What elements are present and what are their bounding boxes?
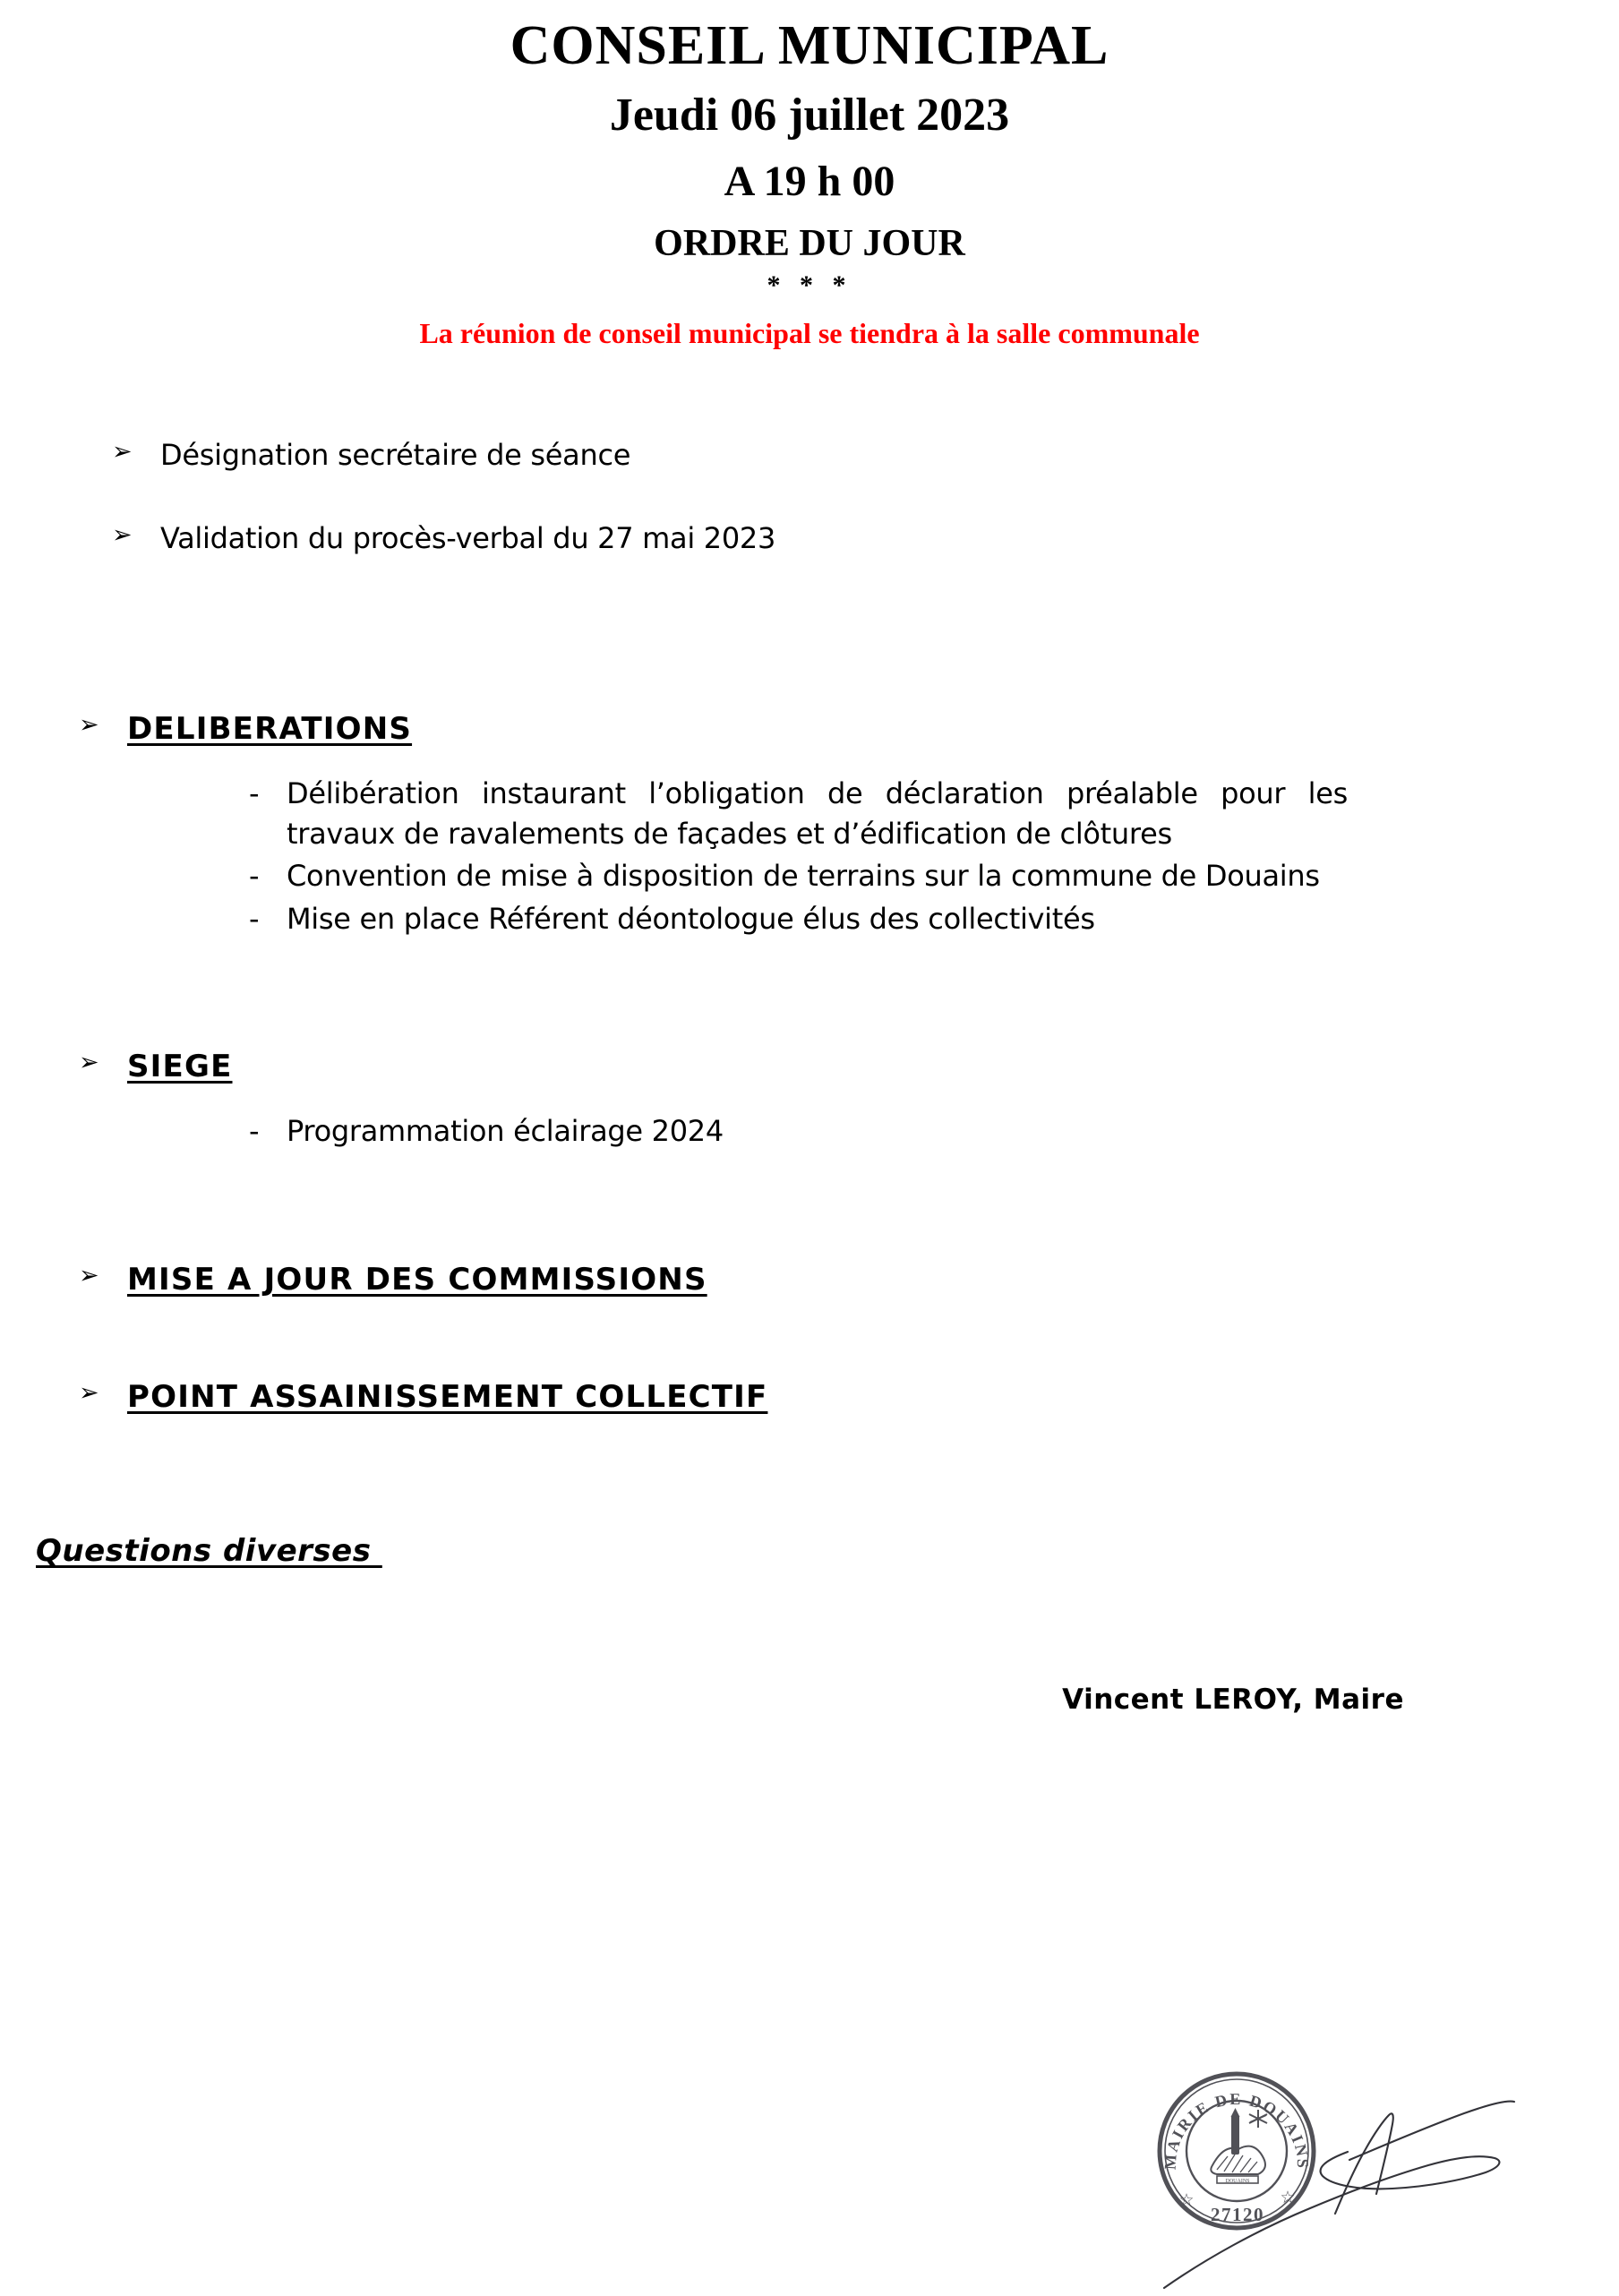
dash-bullet-icon: - <box>249 1114 260 1149</box>
official-stamp-and-signature <box>1124 2051 1619 2292</box>
handwritten-signature <box>1164 2102 1514 2288</box>
stamp-outer-text: MAIRIE DE DOUAINS <box>1161 2089 1313 2171</box>
meeting-time: A 19 h 00 <box>724 157 895 205</box>
seal-emblem-icon <box>1211 2108 1267 2184</box>
questions-diverses-heading: Questions diverses <box>36 1533 382 1570</box>
list-item-label: Désignation secrétaire de séance <box>160 438 631 473</box>
arrow-bullet-icon: ➢ <box>112 521 133 550</box>
list-item <box>36 856 1565 896</box>
dash-bullet-icon: - <box>249 859 260 894</box>
signature-name: Vincent LEROY, Maire <box>1062 1683 1404 1717</box>
dash-bullet-icon: - <box>249 901 260 936</box>
agenda-subtitle: ORDRE DU JOUR <box>654 222 965 264</box>
stamp-svg <box>1124 2051 1619 2292</box>
siege-sub-list <box>36 1111 1565 1152</box>
list-item-label: Convention de mise à disposition de terrains sur la commune de Douains <box>287 859 1320 894</box>
questions-diverses-wrap <box>36 1418 1565 1569</box>
document-header <box>0 0 1619 350</box>
separator-asterisks: * * * <box>767 270 852 301</box>
deliberations-sub-list <box>36 774 1565 940</box>
arrow-bullet-icon: ➢ <box>79 1379 99 1408</box>
arrow-bullet-icon: ➢ <box>79 1261 99 1289</box>
list-item <box>36 899 1565 939</box>
list-item-label: Validation du procès-verbal du 27 mai 2023 <box>160 521 776 556</box>
section-heading: MISE A JOUR DES COMMISSIONS <box>127 1261 707 1298</box>
list-item-label: Délibération instaurant l’obligation de déclaration préalable pour les travaux de ravalements de façades et d’édification de clôtures <box>287 775 1348 851</box>
agenda-body <box>0 436 1619 1716</box>
list-item <box>112 519 1565 558</box>
section-heading: DELIBERATIONS <box>127 710 413 747</box>
arrow-bullet-icon: ➢ <box>112 438 133 467</box>
meeting-date: Jeudi 06 juillet 2023 <box>609 89 1010 141</box>
spacer <box>36 604 1565 709</box>
arrow-bullet-icon: ➢ <box>79 710 99 739</box>
spacer <box>36 1154 1565 1260</box>
list-item <box>36 774 1565 855</box>
section-point-assainissement <box>79 1377 1565 1418</box>
page-title: CONSEIL MUNICIPAL <box>510 15 1109 76</box>
list-item-label: Programmation éclairage 2024 <box>287 1114 724 1149</box>
stamp-emblem-caption: DOUAINS <box>1225 2179 1250 2184</box>
section-deliberations <box>79 709 1565 750</box>
section-heading: SIEGE <box>127 1049 233 1085</box>
list-item-label: Mise en place Référent déontologue élus des collectivités <box>287 901 1095 936</box>
stamp-star-left-icon: ☆ <box>1178 2190 1195 2210</box>
arrow-bullet-icon: ➢ <box>79 1049 99 1077</box>
spacer <box>36 1300 1565 1377</box>
location-notice: La réunion de conseil municipal se tiendra à la salle communale <box>419 317 1200 350</box>
stamp-postal-code: 27120 <box>1211 2204 1264 2225</box>
section-siege <box>79 1047 1565 1088</box>
dash-bullet-icon: - <box>249 775 260 810</box>
mairie-seal-icon <box>1160 2074 1314 2228</box>
stamp-star-right-icon: ☆ <box>1280 2188 1296 2207</box>
list-item <box>36 1111 1565 1152</box>
spacer <box>36 941 1565 1047</box>
section-heading: POINT ASSAINISSEMENT COLLECTIF <box>127 1379 768 1416</box>
list-item <box>112 436 1565 475</box>
section-mise-a-jour-commissions <box>79 1260 1565 1301</box>
